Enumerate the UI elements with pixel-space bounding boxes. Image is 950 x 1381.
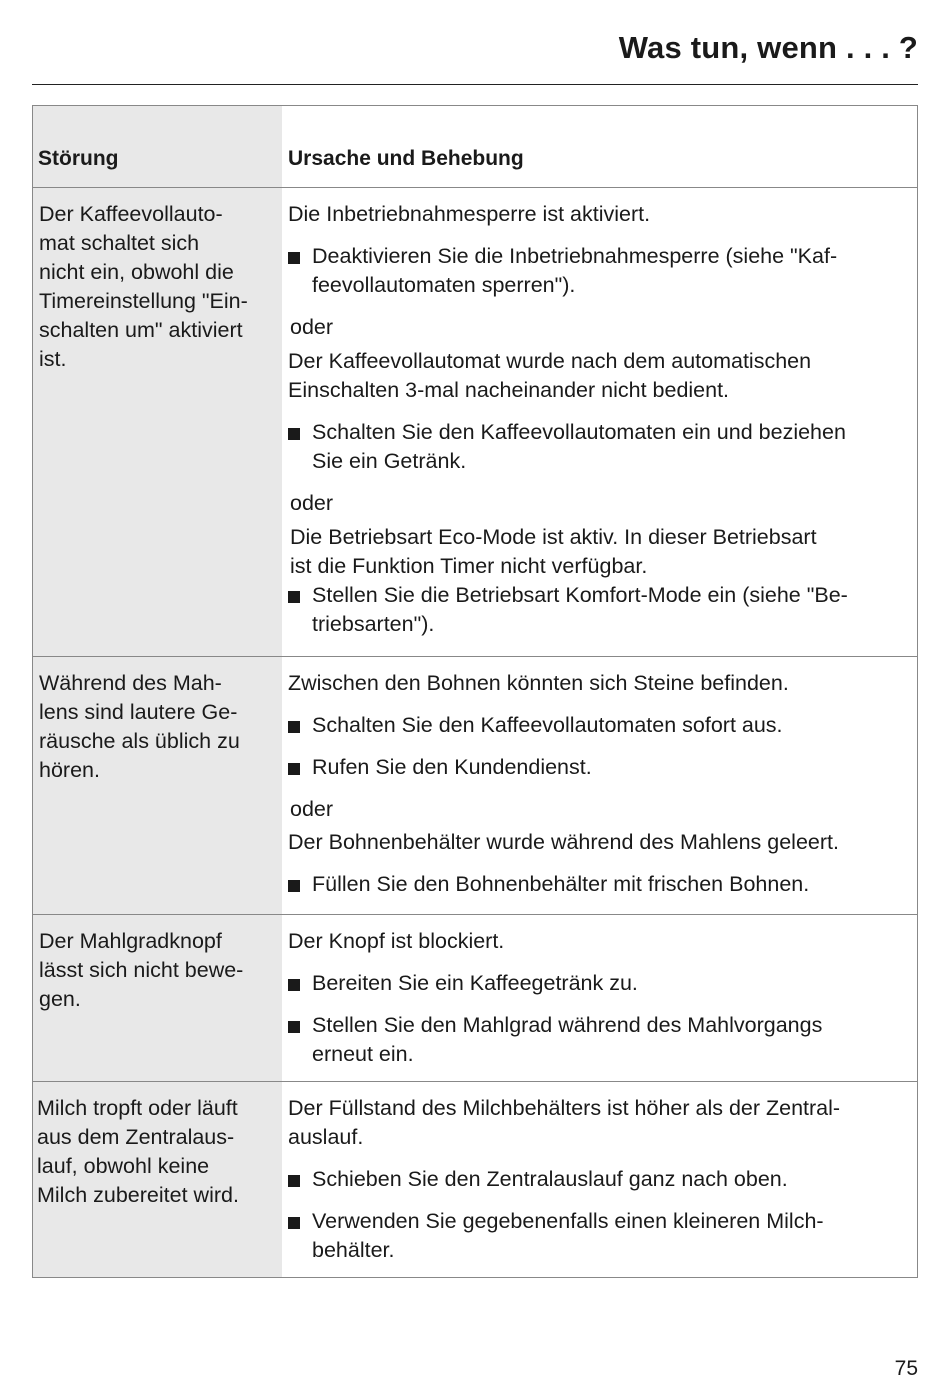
table-row	[33, 1082, 917, 1277]
remedy-bullet: Schalten Sie den Kaffeevollautomaten ein und beziehen Sie ein Getränk.	[288, 418, 911, 476]
cause-text: Die Inbetriebnahmesperre ist aktiviert.	[288, 202, 651, 226]
square-bullet-icon	[288, 711, 312, 740]
table-row	[33, 188, 917, 657]
square-bullet-icon	[288, 1207, 312, 1265]
problem-text: Während des Mah- lens sind lautere Ge- räusche als üblich zu hören.	[39, 671, 240, 782]
or-separator: oder	[290, 797, 334, 821]
square-bullet-icon	[288, 1165, 312, 1194]
square-bullet-icon	[288, 418, 312, 476]
square-bullet-icon	[288, 753, 312, 782]
column-header-problem: Störung	[33, 106, 282, 187]
column-header-cause: Ursache und Behebung	[288, 147, 524, 170]
square-bullet-icon	[288, 969, 312, 998]
remedy-bullet: Schalten Sie den Kaffeevollautomaten sofort aus.	[288, 711, 911, 740]
or-separator: oder	[290, 315, 334, 339]
remedy-bullet: Stellen Sie den Mahlgrad während des Mahlvorgangs erneut ein.	[288, 1011, 911, 1069]
remedy-bullet: Rufen Sie den Kundendienst.	[288, 753, 911, 782]
square-bullet-icon	[288, 1011, 312, 1069]
cause-text: Der Knopf ist blockiert.	[288, 929, 505, 953]
problem-text: Milch tropft oder läuft aus dem Zentralaus- lauf, obwohl keine Milch zubereitet wird.	[37, 1096, 239, 1207]
problem-text: Der Kaffeevollauto- mat schaltet sich nicht ein, obwohl die Timereinstellung "Ein- schalten um" aktiviert ist.	[39, 202, 248, 371]
table-row	[33, 915, 917, 1082]
troubleshooting-table	[32, 105, 918, 1278]
page-title: Was tun, wenn . . . ?	[618, 30, 918, 65]
page-number: 75	[894, 1357, 918, 1380]
square-bullet-icon	[288, 870, 312, 899]
square-bullet-icon	[288, 242, 312, 300]
problem-text: Der Mahlgradknopf lässt sich nicht bewe- gen.	[39, 929, 244, 1011]
remedy-bullet: Stellen Sie die Betriebsart Komfort-Mode ein (siehe "Be- triebsarten").	[288, 581, 911, 639]
table-row	[33, 657, 917, 915]
cause-text: Zwischen den Bohnen könnten sich Steine befinden.	[288, 671, 789, 695]
remedy-bullet: Deaktivieren Sie die Inbetriebnahmesperre (siehe "Kaf- feevollautomaten sperren").	[288, 242, 911, 300]
remedy-bullet: Schieben Sie den Zentralauslauf ganz nach oben.	[288, 1165, 911, 1194]
square-bullet-icon	[288, 581, 312, 639]
cause-text: Der Kaffeevollautomat wurde nach dem automatischen Einschalten 3-mal nacheinander nicht bedient.	[288, 349, 812, 402]
or-separator: oder	[290, 491, 334, 515]
remedy-bullet: Verwenden Sie gegebenenfalls einen kleineren Milch- behälter.	[288, 1207, 911, 1265]
remedy-bullet: Füllen Sie den Bohnenbehälter mit frischen Bohnen.	[288, 870, 911, 899]
remedy-bullet: Bereiten Sie ein Kaffeegetränk zu.	[288, 969, 911, 998]
title-divider	[32, 84, 918, 85]
cause-text: Die Betriebsart Eco-Mode ist aktiv. In dieser Betriebsart ist die Funktion Timer nicht verfügbar.	[290, 525, 817, 578]
table-header-row	[33, 106, 917, 188]
cause-text: Der Füllstand des Milchbehälters ist höher als der Zentral- auslauf.	[288, 1096, 841, 1149]
cause-text: Der Bohnenbehälter wurde während des Mahlens geleert.	[288, 830, 839, 854]
